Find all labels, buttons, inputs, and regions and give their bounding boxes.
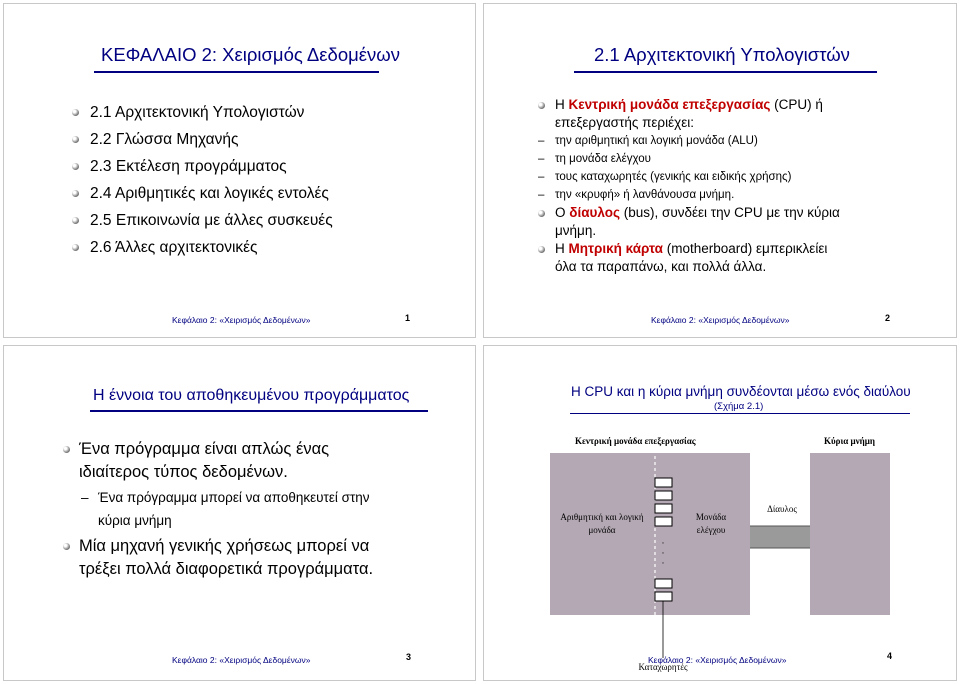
bullet-icon [63,446,70,453]
slide-2-title-rule [574,71,877,73]
register-icon [655,579,672,588]
slide-3-page-number: 3 [406,652,412,662]
list-item-continuation: τρέξει πολλά διαφορετικά προγράμματα. [79,560,374,578]
register-ellipsis-dot: · [661,558,665,568]
dash-icon: – [538,153,545,165]
register-icon [655,592,672,601]
sub-list [538,132,840,204]
bullet-icon [72,217,79,224]
slide-3-title: Η έννοια του αποθηκευμένου προγράμματος [93,387,410,404]
dash-icon: – [81,490,89,505]
register-icon [655,517,672,526]
dash-icon: – [538,135,545,147]
slide-3-footer: Κεφάλαιο 2: «Χειρισμός Δεδομένων» [172,655,311,665]
slide-3-list [79,438,373,581]
sub-list-item: – την αριθμητική και λογική μονάδα (ALU) [555,132,840,150]
cpu-label: Κεντρική μονάδα επεξεργασίας [575,436,696,446]
control-label-line2: ελέγχου [696,525,726,535]
slide-1-title: ΚΕΦΑΛΑΙΟ 2: Χειρισμός Δεδομένων [101,44,400,65]
list-item: 2.6 Άλλες αρχιτεκτονικές [90,234,333,261]
list-item: Ένα πρόγραμμα είναι απλώς ένας [79,438,373,461]
slide-2-list [538,96,840,276]
cpu-term: Κεντρική μονάδα επεξεργασίας [568,97,771,112]
slide-1 [3,3,476,338]
registers-label: Καταχωρητές [638,662,688,672]
slide-4-page-number: 4 [887,651,893,661]
dash-icon: – [538,189,545,201]
bullet-icon [72,244,79,251]
list-item: Η Κεντρική μονάδα επεξεργασίας (CPU) ή [555,96,840,114]
list-item: Ο δίαυλος (bus), συνδέει την CPU με την κύρια [555,204,840,222]
list-item: 2.3 Εκτέλεση προγράμματος [90,153,333,180]
sub-list-item: – την «κρυφή» ή λανθάνουσα μνήμη. [555,186,840,204]
list-item: 2.2 Γλώσσα Μηχανής [90,126,333,153]
bus-bar [750,526,810,548]
bullet-icon [63,543,70,550]
slide-1-title-rule [94,71,379,73]
slide-2 [483,3,957,338]
register-ellipsis-dot: · [661,548,665,558]
sub-list-item: – Ένα πρόγραμμα μπορεί να αποθηκευτεί στην [79,486,373,509]
sub-list-item-continuation: κύρια μνήμη [98,513,172,528]
slide-3-title-rule [90,410,428,412]
list-item: Μία μηχανή γενικής χρήσεως μπορεί να [79,535,373,558]
list-item-continuation: επεξεργαστής περιέχει: [555,115,694,130]
control-label-line1: Μονάδα [695,512,727,522]
motherboard-term: Μητρική κάρτα [568,241,663,256]
list-item-continuation: μνήμη. [555,223,597,238]
register-icon [655,504,672,513]
slide-3 [3,345,476,681]
memory-box [810,453,890,615]
slide-4 [483,345,957,681]
alu-label-line2: μονάδα [588,525,616,535]
bullet-icon [72,109,79,116]
slide-4-subtitle: (Σχήμα 2.1) [714,401,764,412]
register-icon [655,478,672,487]
bullet-icon [538,246,545,253]
register-ellipsis-dot: · [661,538,665,548]
list-item: 2.1 Αρχιτεκτονική Υπολογιστών [90,99,333,126]
cpu-memory-bus-diagram [484,428,958,678]
memory-label: Κύρια μνήμη [824,436,875,446]
slide-4-footer: Κεφάλαιο 2: «Χειρισμός Δεδομένων» [648,655,787,665]
list-item-continuation: ιδιαίτερος τύπος δεδομένων. [79,463,288,481]
slide-1-list [90,99,333,261]
slide-2-title: 2.1 Αρχιτεκτονική Υπολογιστών [594,44,850,65]
register-icon [655,491,672,500]
list-item: Η Μητρική κάρτα (motherboard) εμπερικλείει [555,240,840,258]
slide-1-page-number: 1 [405,313,411,323]
sub-list-item: – τη μονάδα ελέγχου [555,150,840,168]
alu-label-line1: Αριθμητική και λογική [560,512,644,522]
slide-4-title-rule [570,413,910,414]
bullet-icon [72,190,79,197]
list-item-continuation: όλα τα παραπάνω, και πολλά άλλα. [555,259,767,274]
bus-label: Δίαυλος [767,504,797,514]
dash-icon: – [538,171,545,183]
bus-term: δίαυλος [569,205,620,220]
slide-4-title: Η CPU και η κύρια μνήμη συνδέονται μέσω ενός διαύλου [571,384,911,399]
bullet-icon [72,136,79,143]
slide-1-footer: Κεφάλαιο 2: «Χειρισμός Δεδομένων» [172,315,311,325]
bullet-icon [538,210,545,217]
list-item: 2.4 Αριθμητικές και λογικές εντολές [90,180,333,207]
bullet-icon [538,102,545,109]
sub-list-item: – τους καταχωρητές (γενικής και ειδικής χρήσης) [555,168,840,186]
list-item: 2.5 Επικοινωνία με άλλες συσκευές [90,207,333,234]
slide-2-page-number: 2 [885,313,891,323]
slide-2-footer: Κεφάλαιο 2: «Χειρισμός Δεδομένων» [651,315,790,325]
bullet-icon [72,163,79,170]
